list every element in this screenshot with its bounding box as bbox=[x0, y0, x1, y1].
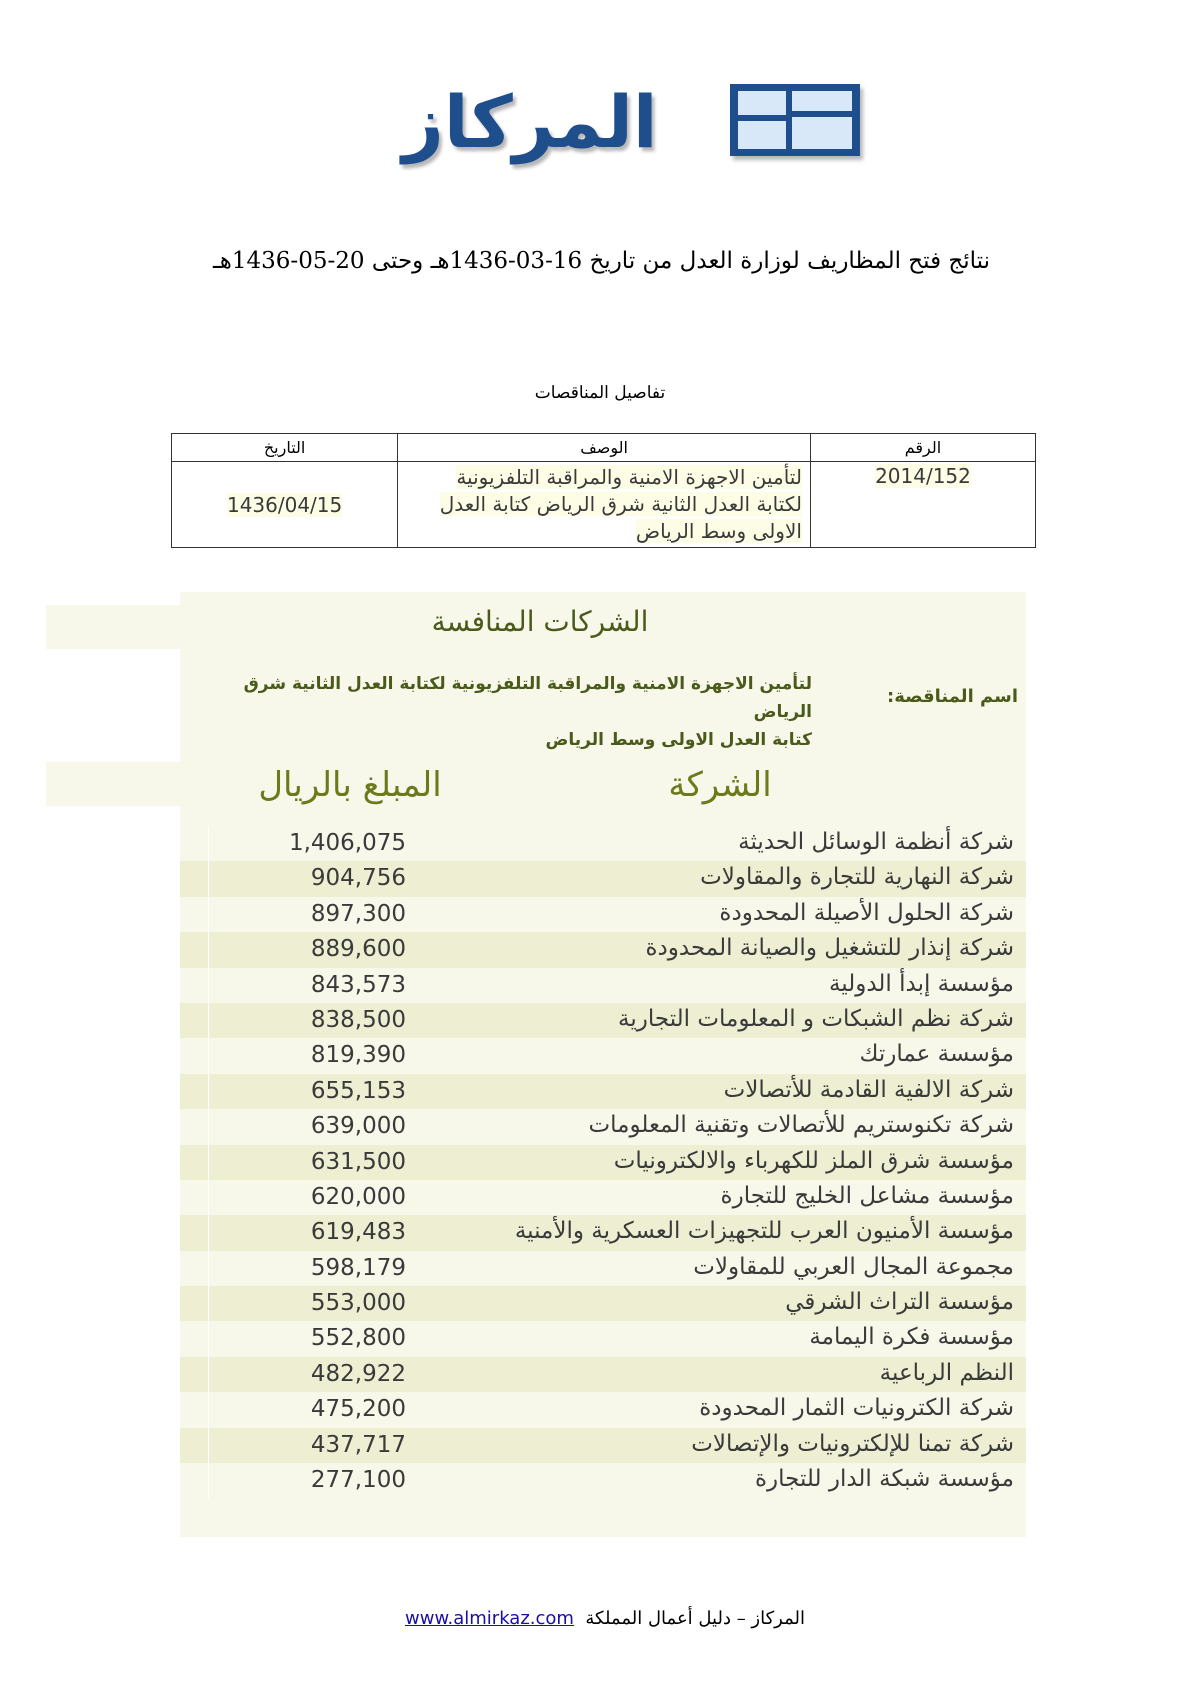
row-divider bbox=[208, 1180, 209, 1215]
bidders-list bbox=[180, 826, 1026, 1498]
company-name: شركة إنذار للتشغيل والصيانة المحدودة bbox=[645, 935, 1014, 962]
table-row bbox=[180, 968, 1026, 1003]
bid-amount: 631,500 bbox=[310, 1148, 406, 1175]
company-name: مؤسسة شبكة الدار للتجارة bbox=[754, 1466, 1014, 1493]
logo-grid-icon bbox=[730, 84, 860, 156]
table-row bbox=[180, 1392, 1026, 1427]
table-row bbox=[180, 1038, 1026, 1073]
bid-amount: 904,756 bbox=[310, 865, 406, 892]
company-name: مجموعة المجال العربي للمقاولات bbox=[693, 1253, 1014, 1280]
table-row bbox=[180, 1251, 1026, 1286]
row-divider bbox=[208, 1251, 209, 1286]
row-divider bbox=[208, 1038, 209, 1073]
logo-wordmark: المركاز bbox=[402, 80, 658, 164]
tender-number: 2014/152 bbox=[875, 464, 971, 488]
company-name: النظم الرباعية bbox=[879, 1359, 1014, 1386]
table-row bbox=[172, 462, 1036, 548]
table-row bbox=[180, 1074, 1026, 1109]
row-divider bbox=[208, 1357, 209, 1392]
bid-amount: 639,000 bbox=[310, 1113, 406, 1140]
row-divider bbox=[208, 861, 209, 896]
bid-amount: 552,800 bbox=[310, 1325, 406, 1352]
panel-title-band bbox=[46, 605, 180, 649]
company-name: مؤسسة مشاعل الخليج للتجارة bbox=[720, 1182, 1014, 1209]
company-name: شركة الكترونيات الثمار المحدودة bbox=[699, 1395, 1014, 1422]
bid-amount: 819,390 bbox=[310, 1042, 406, 1069]
tender-date-cell bbox=[172, 462, 398, 548]
bid-amount: 553,000 bbox=[310, 1290, 406, 1317]
tender-description-line: لتأمين الاجهزة الامنية والمراقبة التلفزيونية bbox=[456, 465, 802, 489]
table-row bbox=[180, 1145, 1026, 1180]
bid-amount: 475,200 bbox=[310, 1396, 406, 1423]
company-name: مؤسسة شرق الملز للكهرباء والالكترونيات bbox=[613, 1147, 1014, 1174]
row-divider bbox=[208, 1286, 209, 1321]
tender-date: 1436/04/15 bbox=[226, 492, 343, 517]
company-name: مؤسسة إبدأ الدولية bbox=[828, 970, 1014, 997]
details-caption: تفاصيل المناقصات bbox=[534, 383, 666, 403]
row-divider bbox=[208, 1321, 209, 1356]
row-divider bbox=[208, 968, 209, 1003]
logo bbox=[370, 78, 860, 170]
company-name: شركة النهارية للتجارة والمقاولات bbox=[700, 864, 1014, 891]
row-divider bbox=[208, 1109, 209, 1144]
bid-amount: 897,300 bbox=[310, 900, 406, 927]
row-divider bbox=[208, 1074, 209, 1109]
row-divider bbox=[208, 826, 209, 861]
table-header-row bbox=[172, 434, 1036, 462]
tender-name-line: لتأمين الاجهزة الامنية والمراقبة التلفزيونية لكتابة العدل الثانية شرق الرياض bbox=[243, 674, 812, 722]
company-name: شركة تمنا للإلكترونيات والإتصالات bbox=[691, 1430, 1014, 1457]
bid-amount: 277,100 bbox=[310, 1467, 406, 1494]
column-header-amount: المبلغ بالريال bbox=[258, 765, 442, 805]
row-divider bbox=[208, 1215, 209, 1250]
row-divider bbox=[208, 1003, 209, 1038]
bid-amount: 620,000 bbox=[310, 1183, 406, 1210]
company-name: شركة الالفية القادمة للأتصالات bbox=[723, 1076, 1014, 1103]
bid-amount: 655,153 bbox=[310, 1077, 406, 1104]
footer-website-link[interactable]: www.almirkaz.com bbox=[405, 1608, 574, 1629]
tender-description-line: لكتابة العدل الثانية شرق الرياض كتابة العدل bbox=[439, 492, 802, 516]
header-number: الرقم bbox=[810, 434, 1035, 462]
table-row bbox=[180, 1463, 1026, 1498]
table-row bbox=[180, 1428, 1026, 1463]
company-name: مؤسسة عمارتك bbox=[859, 1041, 1014, 1068]
table-row bbox=[180, 897, 1026, 932]
header-description: الوصف bbox=[398, 434, 811, 462]
header-date: التاريخ bbox=[172, 434, 398, 462]
bid-amount: 619,483 bbox=[310, 1219, 406, 1246]
bid-amount: 1,406,075 bbox=[288, 830, 406, 856]
table-row bbox=[180, 1003, 1026, 1038]
table-row bbox=[180, 1215, 1026, 1250]
tender-number-cell bbox=[810, 462, 1035, 548]
tender-description-line: الاولى وسط الرياض bbox=[635, 519, 802, 543]
footer bbox=[400, 1608, 810, 1629]
company-name: مؤسسة التراث الشرقي bbox=[785, 1289, 1014, 1316]
bid-amount: 598,179 bbox=[310, 1254, 406, 1281]
row-divider bbox=[208, 1392, 209, 1427]
column-header-company: الشركة bbox=[668, 765, 772, 805]
tender-name bbox=[192, 670, 812, 754]
company-name: شركة الحلول الأصيلة المحدودة bbox=[719, 899, 1014, 926]
bid-amount: 437,717 bbox=[310, 1431, 406, 1458]
row-divider bbox=[208, 897, 209, 932]
table-row bbox=[180, 1357, 1026, 1392]
tender-name-line: كتابة العدل الاولى وسط الرياض bbox=[545, 730, 812, 750]
company-name: مؤسسة الأمنيون العرب للتجهيزات العسكرية والأمنية bbox=[514, 1218, 1014, 1245]
row-divider bbox=[208, 1428, 209, 1463]
table-row bbox=[180, 932, 1026, 967]
tender-description-cell bbox=[398, 462, 811, 548]
table-row bbox=[180, 826, 1026, 861]
table-row bbox=[180, 1180, 1026, 1215]
row-divider bbox=[208, 1463, 209, 1498]
tender-details-table bbox=[171, 433, 1036, 548]
bid-amount: 889,600 bbox=[310, 936, 406, 963]
bidders-title: الشركات المنافسة bbox=[431, 605, 649, 638]
bid-amount: 843,573 bbox=[310, 971, 406, 998]
bid-amount: 482,922 bbox=[310, 1360, 406, 1387]
page-title: نتائج فتح المظاريف لوزارة العدل من تاريخ 16-03-1436هـ وحتى 20-05-1436هـ bbox=[212, 248, 990, 274]
table-row bbox=[180, 1321, 1026, 1356]
table-row bbox=[180, 1109, 1026, 1144]
company-name: شركة أنظمة الوسائل الحديثة bbox=[738, 829, 1014, 855]
table-row bbox=[180, 1286, 1026, 1321]
bid-amount: 838,500 bbox=[310, 1006, 406, 1033]
footer-text: المركاز – دليل أعمال المملكة bbox=[585, 1608, 805, 1629]
company-name: شركة نظم الشبكات و المعلومات التجارية bbox=[618, 1005, 1014, 1032]
column-header-band bbox=[46, 762, 180, 806]
company-name: شركة تكنوستريم للأتصالات وتقنية المعلومات bbox=[588, 1112, 1014, 1139]
company-name: مؤسسة فكرة اليمامة bbox=[809, 1324, 1014, 1351]
row-divider bbox=[208, 932, 209, 967]
row-divider bbox=[208, 1145, 209, 1180]
tender-name-label: اسم المناقصة: bbox=[887, 686, 1018, 707]
table-row bbox=[180, 861, 1026, 896]
